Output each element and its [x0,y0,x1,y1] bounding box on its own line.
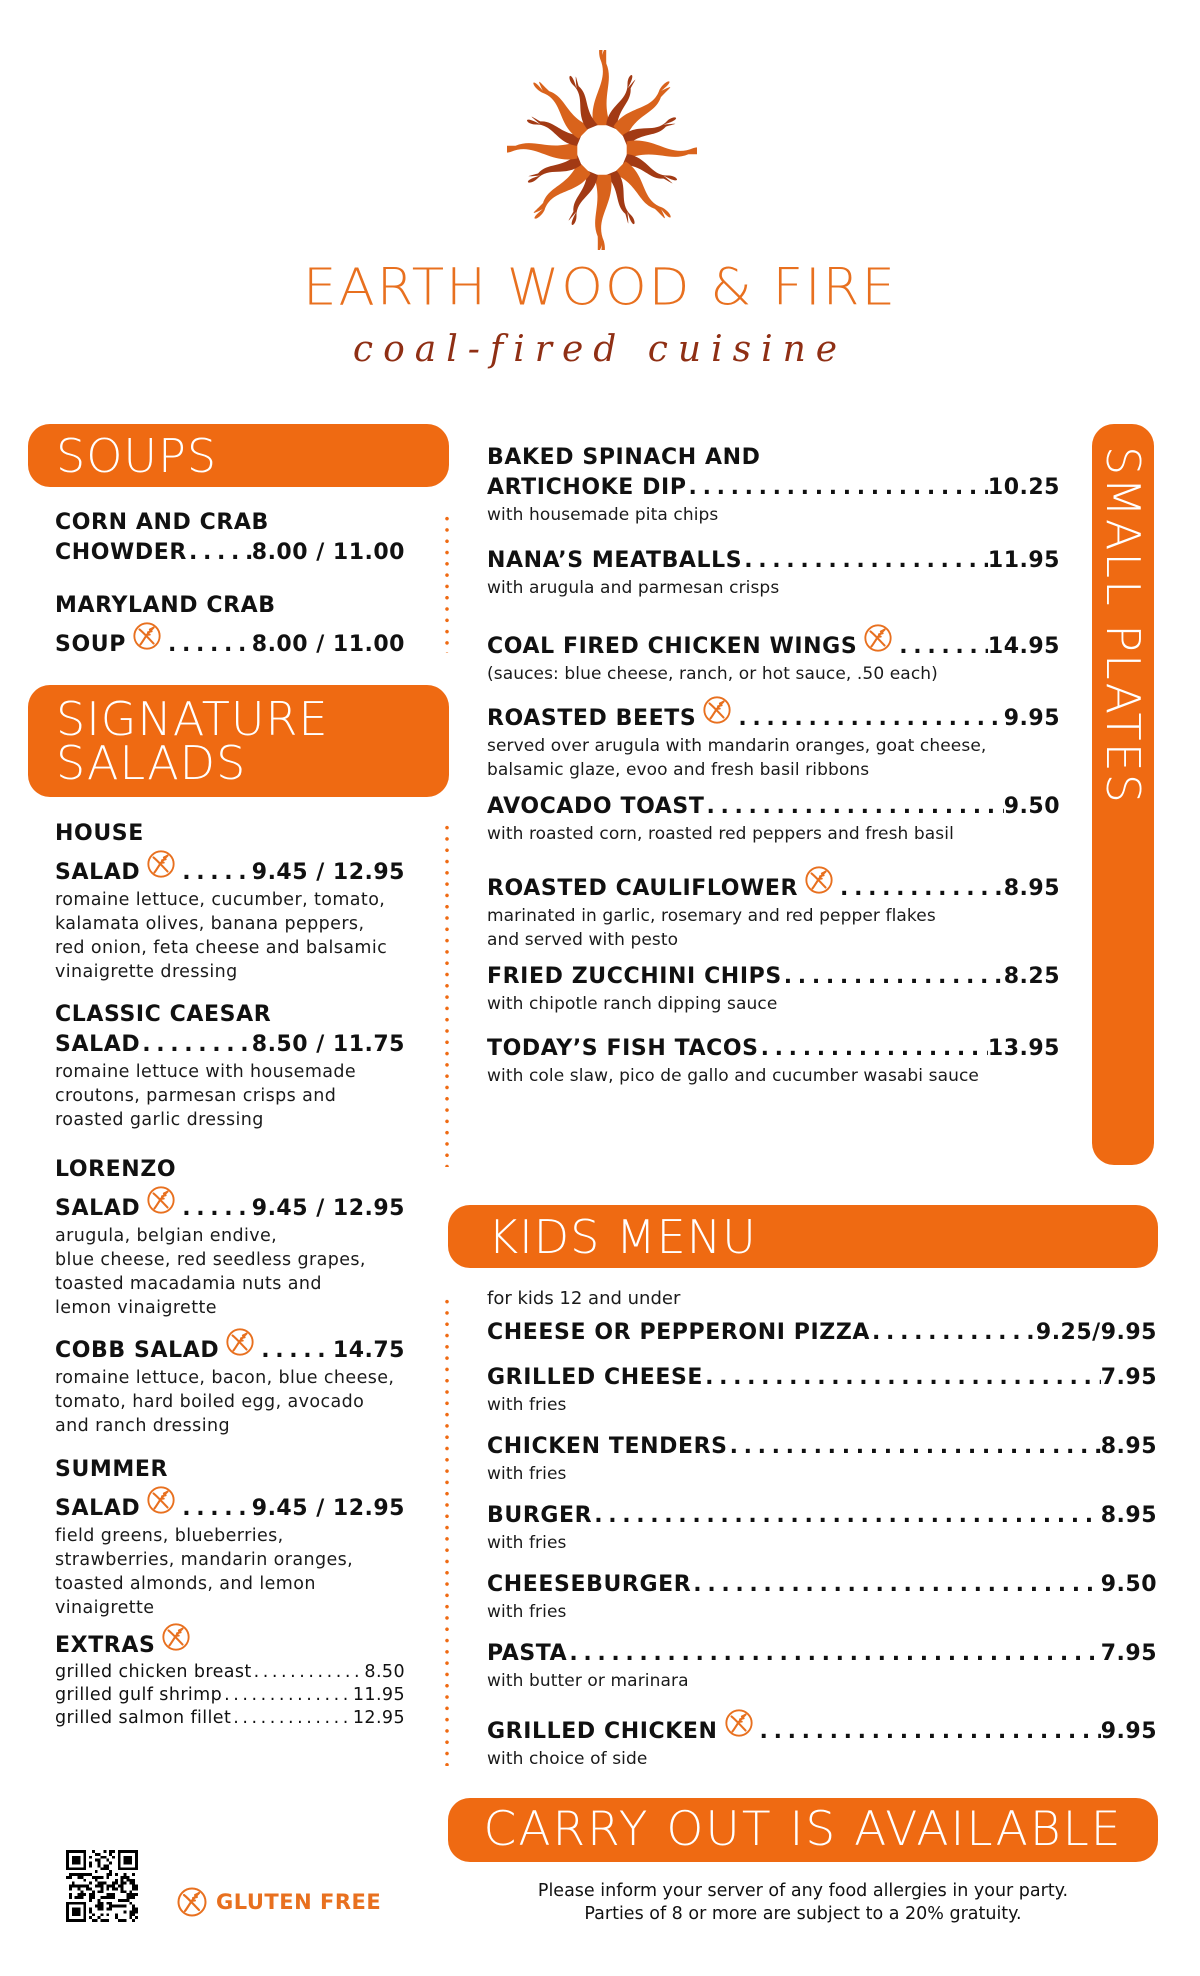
menu-item-roasted-beets [487,695,1060,782]
item-name: MARYLAND CRAB [55,593,276,618]
item-name: BAKED SPINACH AND [487,445,761,470]
menu-item-classic-caesar-salad [55,1000,405,1132]
item-price: 8.25 [1003,964,1060,989]
dot-leader [567,1641,1100,1666]
item-description: arugula, belgian endive, [55,1226,278,1246]
extras-item [55,1684,405,1707]
item-description: croutons, parmesan crisps and [55,1086,337,1106]
item-description: roasted garlic dressing [55,1110,264,1130]
brand-title: EARTH WOOD & FIRE [303,258,897,317]
item-price: 7.95 [1100,1365,1157,1390]
dot-leader [166,632,252,657]
item-price: 9.25/9.95 [1035,1320,1157,1345]
item-description: with fries [487,1602,567,1622]
item-description: with fries [487,1464,567,1484]
dotted-divider [445,1296,449,1766]
item-description: vinaigrette dressing [55,962,238,982]
dot-leader [728,1434,1101,1459]
dot-leader [742,548,988,573]
item-price: 8.95 [1100,1503,1157,1528]
item-description: with housemade pita chips [487,505,719,525]
menu-item-fish-tacos [487,1034,1060,1088]
item-price: 13.95 [987,1036,1060,1061]
extras-item-price: 8.50 [364,1662,405,1682]
small-plates-header [1092,424,1154,1165]
kids-menu-note [487,1288,1157,1309]
item-price: 8.95 [1003,876,1060,901]
item-description: and served with pesto [487,930,679,950]
menu-item-house-salad [55,819,405,984]
menu-item-spinach-artichoke-dip [487,443,1060,527]
item-name: SALAD [55,1496,141,1521]
extras-item-price: 11.95 [352,1685,405,1705]
item-description: red onion, feta cheese and balsamic [55,938,388,958]
item-name: CHOWDER [55,540,187,565]
extras-item [55,1661,405,1684]
item-price: 8.00 / 11.00 [251,540,405,565]
item-name: SALAD [55,860,141,885]
gluten-free-legend [176,1886,381,1918]
item-price: 9.50 [1003,794,1060,819]
gluten-free-icon [804,865,834,895]
menu-item-summer-salad [55,1455,405,1620]
gluten-free-legend-label: GLUTEN FREE [216,1890,382,1914]
extras-item-name: grilled gulf shrimp [55,1685,223,1705]
item-description: marinated in garlic, rosemary and red pepper flakes [487,906,936,926]
item-name: ROASTED CAULIFLOWER [487,876,799,901]
item-description: with roasted corn, roasted red peppers and fresh basil [487,824,954,844]
item-name: SUMMER [55,1457,169,1482]
item-description: served over arugula with mandarin oranges, goat cheese, [487,736,987,756]
dot-leader [759,1036,988,1061]
dot-leader [187,540,252,565]
footer-note [448,1880,1158,1926]
item-description: vinaigrette [55,1598,155,1618]
item-name: COBB SALAD [55,1338,220,1363]
item-description: romaine lettuce, bacon, blue cheese, [55,1368,395,1388]
gluten-free-icon [132,621,162,651]
signature-salads-header [28,685,449,797]
item-price: 11.95 [987,548,1060,573]
item-name: SALAD [55,1032,141,1057]
menu-item-roasted-cauliflower [487,865,1060,952]
item-price: 10.25 [987,475,1060,500]
dot-leader [782,964,1004,989]
item-description: with arugula and parmesan crisps [487,578,780,598]
item-name: CLASSIC CAESAR [55,1002,272,1027]
dot-leader [231,1707,353,1730]
item-description: lemon vinaigrette [55,1298,217,1318]
item-description: romaine lettuce, cucumber, tomato, [55,890,386,910]
dot-leader [180,1496,252,1521]
salads-header-line1: SIGNATURE [56,692,329,746]
menu-item-maryland-crab-soup [55,591,405,660]
extras-item-name: grilled chicken breast [55,1662,252,1682]
item-price: 14.75 [332,1338,405,1363]
dot-leader [703,1365,1101,1390]
gluten-free-icon [146,1485,176,1515]
extras-section [55,1622,405,1730]
item-description: with chipotle ranch dipping sauce [487,994,778,1014]
dot-leader [704,794,1003,819]
item-description: with choice of side [487,1749,648,1769]
dot-leader [758,1719,1101,1744]
kids-item-cheeseburger [487,1570,1157,1624]
item-price: 7.95 [1100,1641,1157,1666]
dotted-divider [445,513,449,653]
gluten-free-icon [146,849,176,879]
item-price: 9.50 [1100,1572,1157,1597]
item-name: FRIED ZUCCHINI CHIPS [487,964,782,989]
kids-item-pizza [487,1318,1157,1348]
gluten-free-icon [724,1708,754,1738]
item-name: AVOCADO TOAST [487,794,705,819]
carry-out-label: CARRY OUT IS AVAILABLE [483,1802,1123,1857]
soups-header [28,424,449,487]
menu-item-cobb-salad [55,1327,405,1438]
item-name: SALAD [55,1196,141,1221]
dot-leader [180,1196,252,1221]
item-description: romaine lettuce with housemade [55,1062,357,1082]
dot-leader [140,1032,252,1057]
gratuity-note: Parties of 8 or more are subject to a 20% gratuity. [584,1904,1022,1924]
item-price: 9.95 [1003,706,1060,731]
item-name: GRILLED CHEESE [487,1365,704,1390]
item-description: strawberries, mandarin oranges, [55,1550,354,1570]
item-name: ROASTED BEETS [487,706,697,731]
kids-item-chicken-tenders [487,1432,1157,1486]
allergy-note: Please inform your server of any food allergies in your party. [537,1881,1069,1901]
extras-item-price: 12.95 [352,1708,405,1728]
item-description: kalamata olives, banana peppers, [55,914,365,934]
kids-item-grilled-chicken [487,1708,1157,1771]
item-name: HOUSE [55,821,144,846]
kids-item-burger [487,1501,1157,1555]
item-price: 8.95 [1100,1434,1157,1459]
dot-leader [592,1503,1101,1528]
item-name: CORN AND CRAB [55,510,269,535]
item-description: with fries [487,1533,567,1553]
kids-item-grilled-cheese [487,1363,1157,1417]
item-description: with cole slaw, pico de gallo and cucumber wasabi sauce [487,1066,979,1086]
item-description: with butter or marinara [487,1671,689,1691]
item-price: 9.45 / 12.95 [251,860,405,885]
soups-header-label: SOUPS [56,429,218,483]
menu-item-fried-zucchini-chips [487,962,1060,1016]
dot-leader [691,1572,1100,1597]
item-price: 9.45 / 12.95 [251,1196,405,1221]
extras-title: EXTRAS [55,1633,156,1658]
dot-leader [252,1661,365,1684]
item-price: 9.95 [1100,1719,1157,1744]
dot-leader [838,876,1004,901]
qr-code-icon[interactable] [66,1850,138,1922]
kids-item-pasta [487,1639,1157,1693]
extras-item [55,1707,405,1730]
dot-leader [222,1684,353,1707]
item-name: CHEESEBURGER [487,1572,692,1597]
gluten-free-icon [702,695,732,725]
kids-note-text: for kids 12 and under [487,1288,681,1309]
item-name: COAL FIRED CHICKEN WINGS [487,634,858,659]
item-description: blue cheese, red seedless grapes, [55,1250,366,1270]
dot-leader [180,860,252,885]
item-name: SOUP [55,632,126,657]
item-name: BURGER [487,1503,593,1528]
item-description: and ranch dressing [55,1416,230,1436]
dot-leader [870,1320,1036,1345]
gluten-free-icon [176,1886,208,1918]
item-description: toasted almonds, and lemon [55,1574,316,1594]
dot-leader [897,634,988,659]
extras-item-name: grilled salmon fillet [55,1708,232,1728]
gluten-free-icon [161,1622,191,1652]
item-price: 9.45 / 12.95 [251,1496,405,1521]
carry-out-banner [448,1798,1158,1862]
item-name: CHICKEN TENDERS [487,1434,728,1459]
dotted-divider [445,822,449,1167]
gluten-free-icon [225,1327,255,1357]
dot-leader [687,475,988,500]
kids-header-label: KIDS MENU [488,1210,757,1264]
item-name: LORENZO [55,1157,177,1182]
item-description: balsamic glaze, evoo and fresh basil ribbons [487,760,870,780]
gluten-free-icon [146,1185,176,1215]
item-price: 8.00 / 11.00 [251,632,405,657]
dot-leader [736,706,1003,731]
item-description: toasted macadamia nuts and [55,1274,322,1294]
menu-item-chicken-wings [487,623,1060,686]
item-name: PASTA [487,1641,568,1666]
item-description: with fries [487,1395,567,1415]
item-price: 14.95 [987,634,1060,659]
item-description: field greens, blueberries, [55,1526,284,1546]
sun-logo-icon [507,50,697,250]
kids-menu-header [448,1205,1158,1268]
gluten-free-icon [863,623,893,653]
item-price: 8.50 / 11.75 [251,1032,405,1057]
item-name: GRILLED CHICKEN [487,1719,718,1744]
item-description: tomato, hard boiled egg, avocado [55,1392,365,1412]
salads-header-line2: SALADS [56,736,247,790]
menu-item-lorenzo-salad [55,1155,405,1320]
menu-item-avocado-toast [487,792,1060,846]
menu-item-nanas-meatballs [487,546,1060,600]
item-description: (sauces: blue cheese, ranch, or hot sauce, .50 each) [487,664,938,684]
item-name: CHEESE OR PEPPERONI PIZZA [487,1320,871,1345]
dot-leader [259,1338,333,1363]
menu-item-corn-crab-chowder [55,508,405,568]
brand-tagline: coal-fired cuisine [352,329,848,370]
item-name: NANA’S MEATBALLS [487,548,743,573]
item-name: ARTICHOKE DIP [487,475,687,500]
small-plates-header-label: SMALL PLATES [1096,446,1150,805]
item-name: TODAY’S FISH TACOS [487,1036,759,1061]
